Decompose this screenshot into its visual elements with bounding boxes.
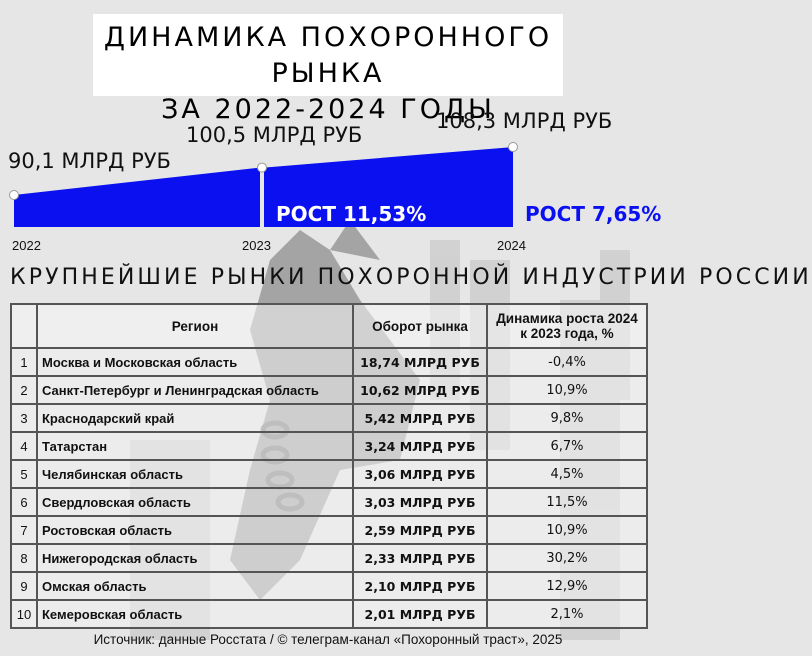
section-title: КРУПНЕЙШИЕ РЫНКИ ПОХОРОННОЙ ИНДУСТРИИ РОССИИ: [10, 265, 812, 290]
x-tick-label: 2022: [12, 238, 41, 253]
value-label: 108,3 МЛРД РУБ: [436, 109, 613, 133]
growth-cell: -0,4%: [487, 348, 647, 376]
growth-cell: 10,9%: [487, 376, 647, 404]
table-row: [11, 348, 647, 376]
rank-cell: 5: [11, 460, 37, 488]
region-cell: Санкт-Петербург и Ленинградская область: [37, 376, 353, 404]
x-tick-label: 2023: [242, 238, 271, 253]
rank-cell: 10: [11, 600, 37, 628]
rank-cell: 7: [11, 516, 37, 544]
source-note: Источник: данные Росстата / © телеграм-канал «Похоронный траст», 2025: [93, 632, 563, 647]
table-row: [11, 488, 647, 516]
growth-cell: 2,1%: [487, 600, 647, 628]
rank-cell: 8: [11, 544, 37, 572]
regions-table: [10, 303, 648, 629]
turnover-cell: 3,24 МЛРД РУБ: [353, 432, 487, 460]
turnover-cell: 5,42 МЛРД РУБ: [353, 404, 487, 432]
table-row: [11, 600, 647, 628]
turnover-cell: 2,10 МЛРД РУБ: [353, 572, 487, 600]
header-region: Регион: [37, 304, 353, 348]
data-point: [10, 191, 19, 200]
region-cell: Кемеровская область: [37, 600, 353, 628]
region-cell: Свердловская область: [37, 488, 353, 516]
value-label: 100,5 МЛРД РУБ: [186, 123, 363, 147]
region-cell: Татарстан: [37, 432, 353, 460]
turnover-cell: 2,01 МЛРД РУБ: [353, 600, 487, 628]
growth-label: РОСТ 7,65%: [525, 202, 662, 226]
turnover-cell: 10,62 МЛРД РУБ: [353, 376, 487, 404]
rank-cell: 1: [11, 348, 37, 376]
table-header-row: [11, 304, 647, 348]
growth-area-chart: [0, 0, 662, 260]
growth-cell: 4,5%: [487, 460, 647, 488]
table-row: [11, 572, 647, 600]
table-row: [11, 432, 647, 460]
x-tick-label: 2024: [497, 238, 526, 253]
region-cell: Краснодарский край: [37, 404, 353, 432]
region-cell: Омская область: [37, 572, 353, 600]
table-row: [11, 460, 647, 488]
title-line-1: ДИНАМИКА ПОХОРОННОГО РЫНКА: [103, 22, 553, 89]
turnover-cell: 3,06 МЛРД РУБ: [353, 460, 487, 488]
region-cell: Челябинская область: [37, 460, 353, 488]
region-cell: Москва и Московская область: [37, 348, 353, 376]
title-line-2: ЗА 2022-2024 ГОДЫ: [161, 94, 495, 125]
growth-cell: 12,9%: [487, 572, 647, 600]
growth-label: РОСТ 11,53%: [276, 202, 427, 226]
header-growth: Динамика роста 2024 к 2023 года, %: [487, 304, 647, 348]
header-rank: [11, 304, 37, 348]
turnover-cell: 18,74 МЛРД РУБ: [353, 348, 487, 376]
turnover-cell: 2,33 МЛРД РУБ: [353, 544, 487, 572]
table-row: [11, 376, 647, 404]
region-cell: Ростовская область: [37, 516, 353, 544]
growth-cell: 9,8%: [487, 404, 647, 432]
turnover-cell: 3,03 МЛРД РУБ: [353, 488, 487, 516]
rank-cell: 4: [11, 432, 37, 460]
table-row: [11, 404, 647, 432]
data-point: [258, 163, 267, 172]
region-cell: Нижегородская область: [37, 544, 353, 572]
turnover-cell: 2,59 МЛРД РУБ: [353, 516, 487, 544]
table-row: [11, 516, 647, 544]
rank-cell: 2: [11, 376, 37, 404]
growth-cell: 30,2%: [487, 544, 647, 572]
growth-cell: 10,9%: [487, 516, 647, 544]
growth-cell: 6,7%: [487, 432, 647, 460]
table-row: [11, 544, 647, 572]
rank-cell: 3: [11, 404, 37, 432]
data-point: [509, 143, 518, 152]
rank-cell: 9: [11, 572, 37, 600]
value-label: 90,1 МЛРД РУБ: [8, 149, 171, 173]
rank-cell: 6: [11, 488, 37, 516]
growth-cell: 11,5%: [487, 488, 647, 516]
header-turnover: Оборот рынка: [353, 304, 487, 348]
area-segment-2022-2023: [14, 168, 260, 227]
